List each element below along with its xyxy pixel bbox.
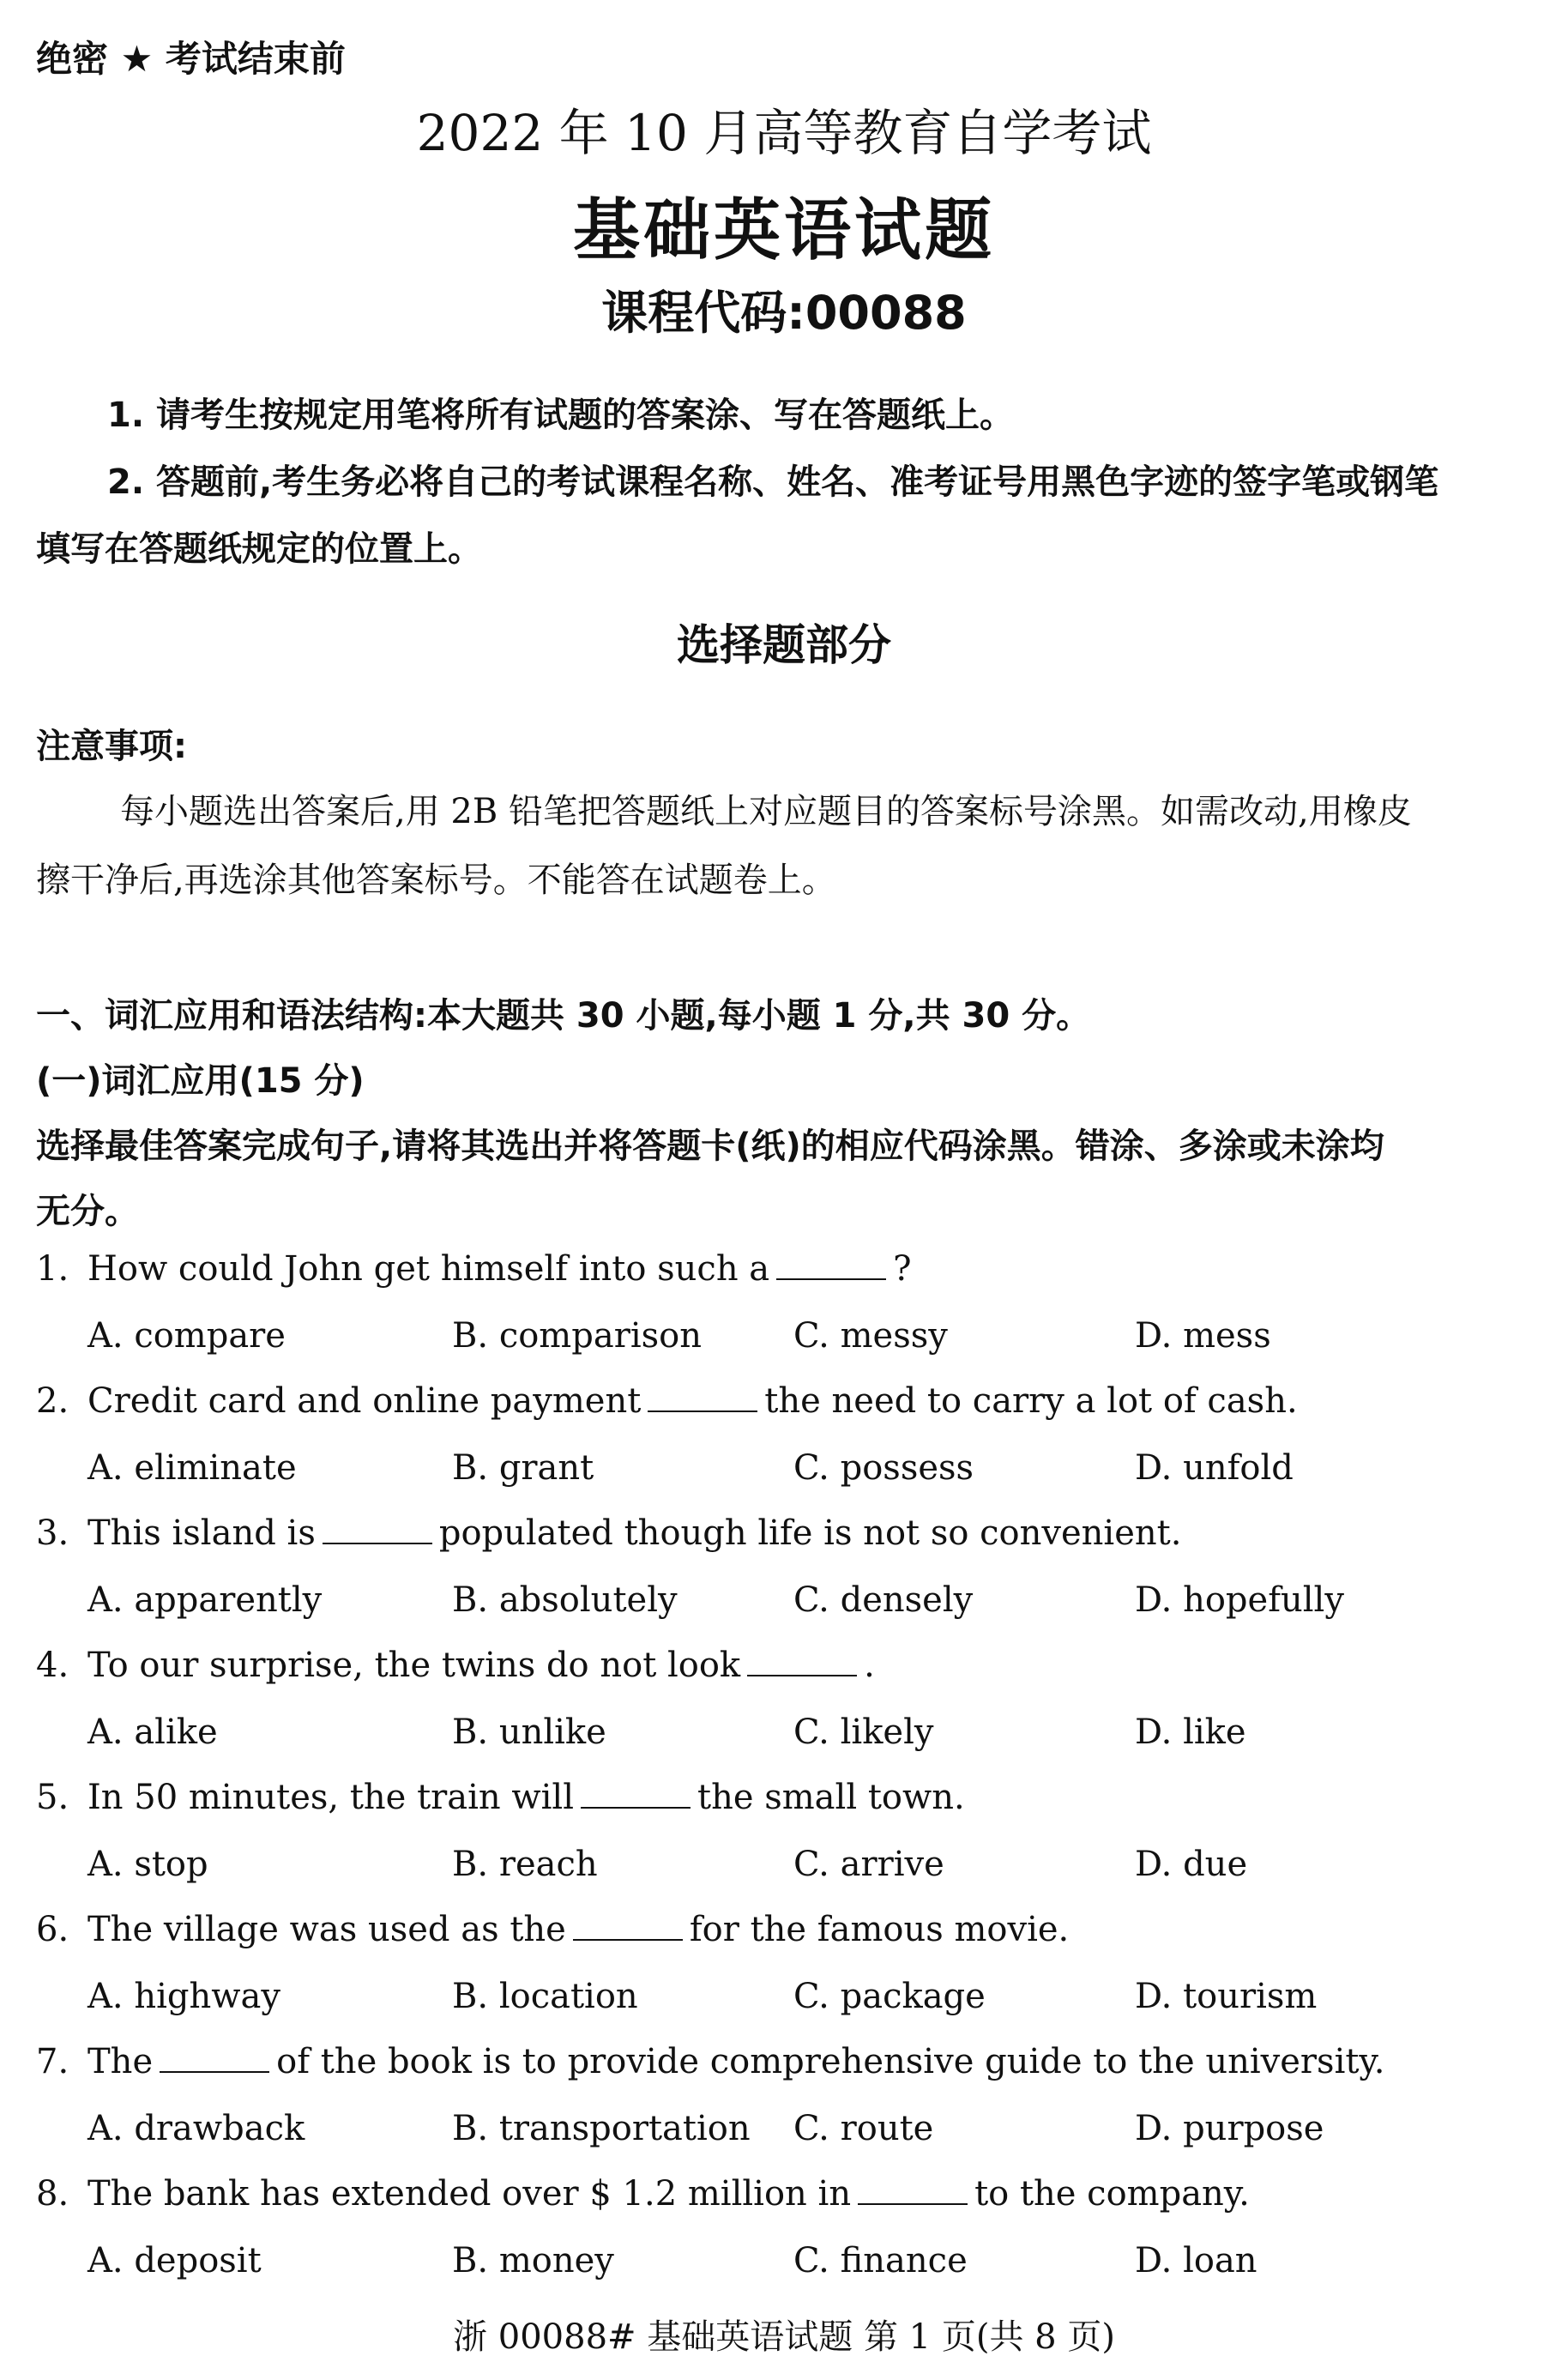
question-text-after: to the company. [974,2174,1250,2214]
option-d: D. due [1135,1845,1248,1884]
option-a: A. compare [87,1316,286,1356]
notes-line-1: 每小题选出答案后,用 2B 铅笔把答题纸上对应题目的答案标号涂黑。如需改动,用橡皮 [120,792,1412,831]
option-c: C. arrive [793,1845,944,1884]
option-b: B. money [452,2241,614,2280]
option-c: C. route [793,2109,934,2148]
instruction-2-cont: 填写在答题纸规定的位置上。 [36,529,482,569]
option-a: A. stop [87,1845,208,1884]
option-c: C. possess [793,1448,974,1488]
option-b: B. transportation [452,2109,751,2148]
option-d: D. hopefully [1135,1580,1344,1620]
part1-direction-2: 无分。 [36,1192,139,1231]
question-text-before: The [87,2042,154,2081]
question-text-after: the small town. [697,1778,965,1817]
part1-heading: 一、词汇应用和语法结构:本大题共 30 小题,每小题 1 分,共 30 分。 [36,996,1091,1036]
answer-blank [858,2178,968,2205]
option-d: D. like [1135,1713,1246,1752]
answer-blank [323,1517,432,1544]
option-d: D. loan [1135,2241,1257,2280]
answer-blank [573,1913,683,1941]
question-text-before: Credit card and online payment [87,1381,642,1421]
question-number: 5. [36,1778,69,1817]
question-text-before: This island is [87,1513,316,1553]
question-3 [36,1513,1181,1553]
exam-title: 2022 年 10 月高等教育自学考试 [416,104,1152,162]
option-d: D. tourism [1135,1977,1318,2016]
subject-title: 基础英语试题 [572,192,995,269]
page-footer: 浙 00088# 基础英语试题 第 1 页(共 8 页) [453,2317,1115,2357]
question-text-before: The village was used as the [87,1910,566,1949]
question-text-before: To our surprise, the twins do not look [87,1646,741,1685]
question-text-after: . [864,1646,875,1685]
answer-blank [747,1649,857,1676]
question-1 [36,1249,912,1289]
part1-direction-1: 选择最佳答案完成句子,请将其选出并将答题卡(纸)的相应代码涂黑。错涂、多涂或未涂均 [36,1127,1384,1166]
answer-blank [160,2045,269,2073]
question-number: 1. [36,1249,69,1289]
option-b: B. comparison [452,1316,702,1356]
question-5 [36,1778,965,1817]
option-b: B. grant [452,1448,594,1488]
course-code: 课程代码:00088 [601,286,967,340]
question-8 [36,2174,1250,2214]
option-d: D. purpose [1135,2109,1324,2148]
question-text-after: for the famous movie. [689,1910,1070,1949]
option-b: B. reach [452,1845,598,1884]
option-b: B. unlike [452,1713,606,1752]
question-text-after: ? [893,1249,912,1289]
option-c: C. likely [793,1713,934,1752]
option-b: B. absolutely [452,1580,678,1620]
question-2 [36,1381,1298,1421]
option-a: A. drawback [87,2109,305,2148]
question-text-after: of the book is to provide comprehensive guide to the university. [276,2042,1385,2081]
instruction-1: 1. 请考生按规定用笔将所有试题的答案涂、写在答题纸上。 [107,396,1014,435]
option-d: D. unfold [1135,1448,1294,1488]
answer-blank [776,1253,886,1280]
option-c: C. package [793,1977,986,2016]
part1-subheading: (一)词汇应用(15 分) [36,1061,365,1101]
question-6 [36,1910,1069,1949]
question-text-before: How could John get himself into such a [87,1249,770,1289]
answer-blank [648,1385,757,1412]
section-title: 选择题部分 [677,620,891,670]
question-number: 8. [36,2174,69,2214]
question-number: 7. [36,2042,69,2081]
option-d: D. mess [1135,1316,1271,1356]
option-b: B. location [452,1977,638,2016]
question-text-after: populated though life is not so convenient. [438,1513,1182,1553]
question-text-before: The bank has extended over $ 1.2 million in [87,2174,852,2214]
option-c: C. densely [793,1580,974,1620]
option-a: A. eliminate [87,1448,297,1488]
question-number: 2. [36,1381,69,1421]
answer-blank [581,1781,691,1809]
option-a: A. highway [87,1977,280,2016]
question-text-before: In 50 minutes, the train will [87,1778,574,1817]
question-text-after: the need to carry a lot of cash. [764,1381,1298,1421]
option-a: A. deposit [87,2241,262,2280]
option-c: C. messy [793,1316,948,1356]
option-a: A. apparently [87,1580,323,1620]
question-number: 6. [36,1910,69,1949]
confidential-label: 绝密 ★ 考试结束前 [36,38,346,80]
question-number: 3. [36,1513,69,1553]
question-number: 4. [36,1646,69,1685]
option-a: A. alike [87,1713,218,1752]
notes-line-2: 擦干净后,再选涂其他答案标号。不能答在试题卷上。 [36,861,836,900]
instruction-2: 2. 答题前,考生务必将自己的考试课程名称、姓名、准考证号用黑色字迹的签字笔或钢笔 [107,462,1439,502]
option-c: C. finance [793,2241,968,2280]
question-7 [36,2042,1384,2081]
notes-heading: 注意事项: [36,727,187,766]
question-4 [36,1646,875,1685]
